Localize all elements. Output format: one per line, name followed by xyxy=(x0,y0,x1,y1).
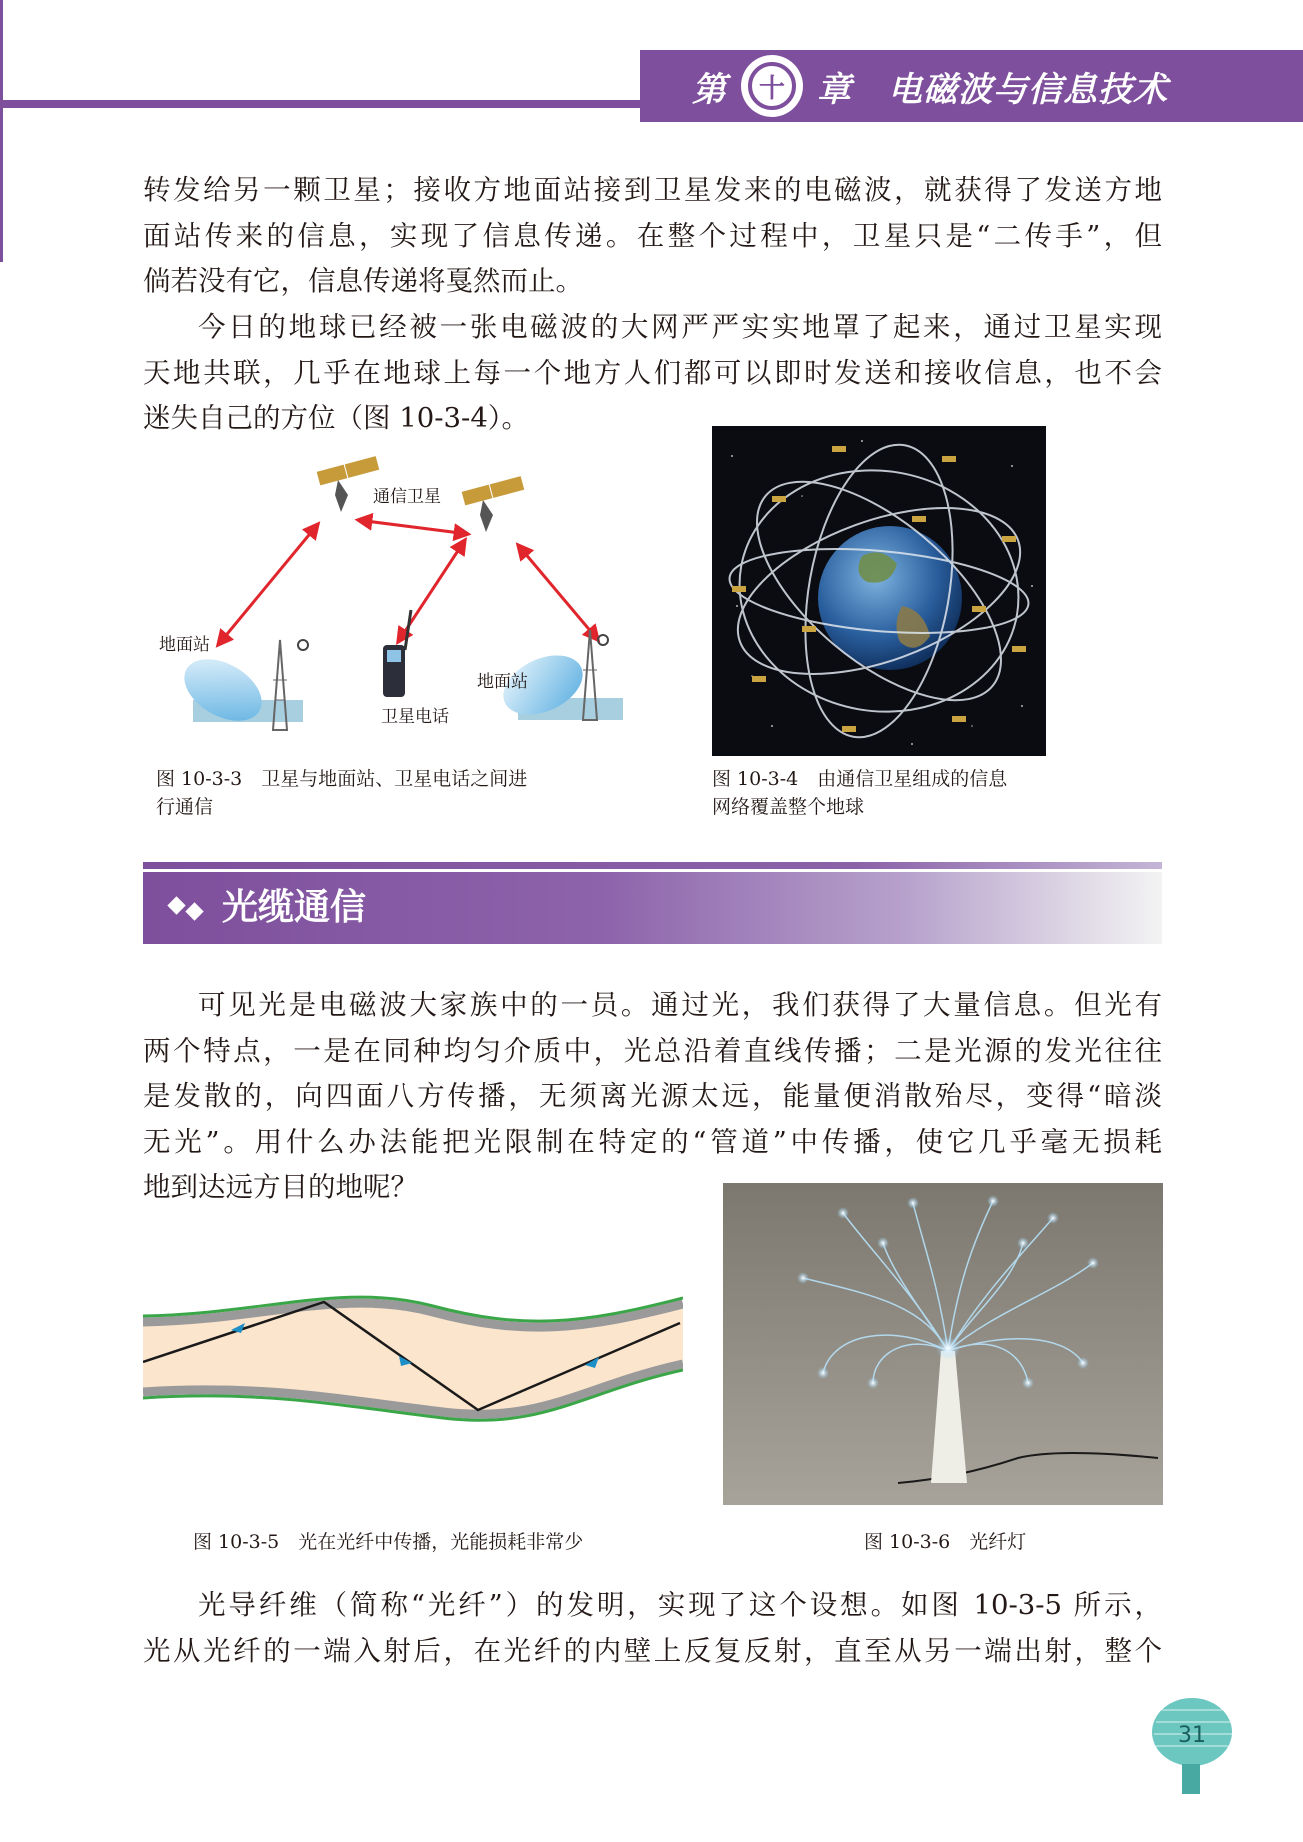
chapter-title: 电磁波与信息技术 xyxy=(888,69,1168,110)
chapter-header xyxy=(640,50,1303,122)
chapter-suffix: 章 xyxy=(817,69,852,110)
satellite-icon-left xyxy=(317,456,380,512)
text-line: 光从光纤的一端入射后，在光纤的内壁上反复反射，直至从另一端出射，整个 xyxy=(143,1634,1162,1667)
paragraph-4 xyxy=(143,1583,1162,1674)
paragraph-3 xyxy=(143,983,1162,1211)
figure-caption-10-3-5: 图 10-3-5 光在光纤中传播，光能损耗非常少 xyxy=(193,1531,584,1553)
link-satellites xyxy=(358,520,468,534)
text-line: 地到达远方目的地呢？ xyxy=(143,1171,418,1203)
text-line: 无光”。用什么办法能把光限制在特定的“管道”中传播，使它几乎毫无损耗 xyxy=(143,1125,1162,1158)
satellite-network-earth-image xyxy=(712,426,1046,756)
chapter-number-badge xyxy=(741,55,803,117)
section-top-rule xyxy=(143,862,1162,869)
label-ground-station-left: 地面站 xyxy=(159,635,210,655)
text-line: 转发给另一颗卫星；接收方地面站接到卫星发来的电磁波，就获得了发送方地 xyxy=(143,174,1162,206)
text-line: 是发散的，向四面八方传播，无须离光源太远，能量便消散殆尽，变得“暗淡 xyxy=(143,1080,1162,1112)
figure-caption-10-3-3 xyxy=(156,765,616,821)
satellite-icon-right xyxy=(462,476,525,532)
chapter-number: 十 xyxy=(748,62,796,110)
satellite-phone-icon xyxy=(383,610,411,697)
text-line: 今日的地球已经被一张电磁波的大网严严实实地罩了起来，通过卫星实现 xyxy=(198,311,1162,343)
left-margin-bar xyxy=(0,0,3,262)
paragraph-1 xyxy=(143,168,1162,305)
figure-caption-10-3-6: 图 10-3-6 光纤灯 xyxy=(864,1531,1027,1553)
chapter-prefix: 第 xyxy=(692,69,727,110)
page-number-badge xyxy=(1148,1680,1238,1800)
link-right-station xyxy=(518,545,598,640)
text-line: 面站传来的信息，实现了信息传递。在整个过程中，卫星只是“二传手”，但 xyxy=(143,219,1162,252)
page-number: 31 xyxy=(1178,1723,1206,1748)
label-ground-station-right: 地面站 xyxy=(477,672,528,692)
caption-line: 行通信 xyxy=(156,796,214,818)
label-satellite-phone: 卫星电话 xyxy=(381,707,449,727)
text-line: 倘若没有它，信息传递将戛然而止。 xyxy=(143,265,583,297)
fiber-lamp-image xyxy=(723,1183,1163,1505)
text-line: 迷失自己的方位（图 10-3-4）。 xyxy=(143,402,530,434)
paragraph-2 xyxy=(143,305,1162,442)
diamond-icon xyxy=(170,899,183,912)
text-line: 光导纤维（简称“光纤”）的发明，实现了这个设想。如图 10-3-5 所示， xyxy=(198,1589,1162,1621)
caption-line: 图 10-3-3 卫星与地面站、卫星电话之间进 xyxy=(156,768,528,790)
caption-line: 网络覆盖整个地球 xyxy=(712,796,865,818)
optical-fiber-diagram xyxy=(143,1290,683,1430)
section-title: 光缆通信 xyxy=(222,887,367,928)
figure-caption-10-3-4 xyxy=(712,765,1072,821)
text-line: 天地共联，几乎在地球上每一个地方人们都可以即时发送和接收信息，也不会 xyxy=(143,356,1162,389)
link-left-station xyxy=(218,524,318,645)
diamond-icon xyxy=(188,905,201,918)
satellite-communication-diagram xyxy=(143,450,703,750)
label-communication-satellite: 通信卫星 xyxy=(373,487,441,507)
caption-line: 图 10-3-4 由通信卫星组成的信息 xyxy=(712,768,1008,790)
text-line: 两个特点，一是在同种均匀介质中，光总沿着直线传播；二是光源的发光往往 xyxy=(143,1034,1162,1067)
text-line: 可见光是电磁波大家族中的一员。通过光，我们获得了大量信息。但光有 xyxy=(198,989,1162,1021)
